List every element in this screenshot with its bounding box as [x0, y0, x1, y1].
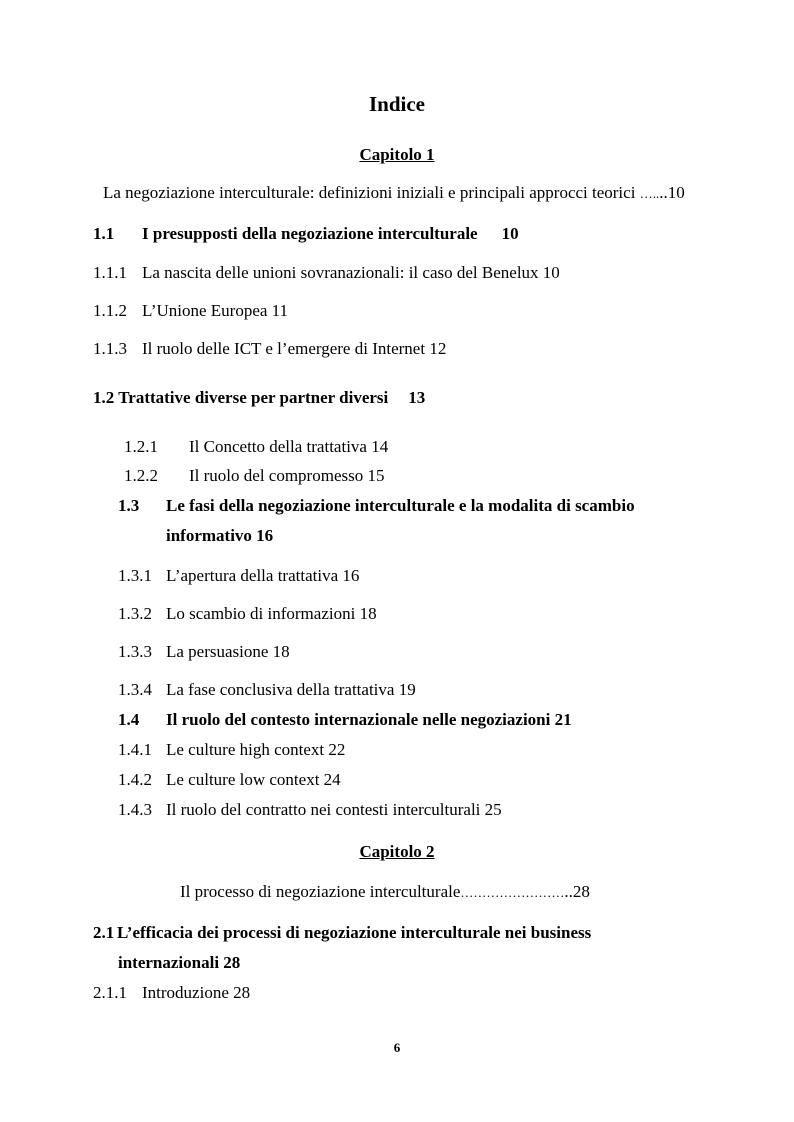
toc-entry-text: L’Unione Europea 11: [142, 301, 289, 320]
toc-entry-2-1-continuation: [118, 953, 240, 973]
toc-entry-1-4-2: [118, 770, 341, 790]
toc-entry-text: Le culture high context 22: [166, 740, 346, 759]
toc-entry-text: L’efficacia dei processi di negoziazione interculturale nei business: [117, 923, 592, 942]
chapter-1-heading: Capitolo 1: [359, 145, 435, 164]
toc-entry-1-4-3: [118, 800, 502, 820]
chapter-2-subtitle: [180, 882, 590, 902]
chapter-1-subtitle-page: ..10: [659, 183, 685, 202]
toc-entry-text: Il ruolo delle ICT e l’emergere di Internet 12: [142, 339, 447, 358]
toc-entry-number: 1.2.1: [124, 437, 158, 456]
toc-entry-1-2-1: [124, 437, 388, 457]
toc-entry-1-3-4: [118, 680, 416, 700]
toc-entry-text: La nascita delle unioni sovranazionali: il caso del Benelux 10: [142, 263, 560, 282]
toc-entry-1-4-1: [118, 740, 345, 760]
toc-entry-text: Il ruolo del contesto internazionale nelle negoziazioni 21: [166, 710, 572, 729]
chapter-2-subtitle-dots: ……………………: [460, 885, 565, 900]
chapter-1-subtitle-dots: …..: [639, 186, 660, 201]
toc-entry-number: 1.1.1: [93, 263, 127, 282]
toc-entry-number: 1.3: [118, 496, 140, 515]
chapter-2-subtitle-page: ..28: [564, 882, 590, 901]
toc-entry-number: 1.3.4: [118, 680, 152, 699]
toc-entry-number: 1.1: [93, 224, 115, 243]
toc-entry-1-3: [118, 496, 635, 516]
chapter-2-heading: Capitolo 2: [359, 842, 435, 861]
toc-entry-number: 1.3.3: [118, 642, 152, 661]
toc-entry-number: 1.4.2: [118, 770, 152, 789]
toc-entry-number: 2.1.1: [93, 983, 127, 1002]
toc-entry-text: internazionali 28: [118, 953, 241, 972]
toc-entry-number: 1.3.1: [118, 566, 152, 585]
toc-entry-1-3-1: [118, 566, 359, 586]
toc-entry-1-2: [93, 388, 425, 408]
toc-entry-number: 1.1.3: [93, 339, 127, 358]
toc-entry-1-1-1: [93, 263, 560, 283]
toc-entry-text: La fase conclusiva della trattativa 19: [166, 680, 416, 699]
page-title: Indice: [368, 92, 425, 116]
toc-entry-text: Il ruolo del contratto nei contesti interculturali 25: [166, 800, 502, 819]
page-number: 6: [393, 1040, 401, 1055]
toc-entry-number: 1.4.3: [118, 800, 152, 819]
toc-entry-1-1: [93, 224, 519, 244]
toc-entry-2-1: [93, 923, 591, 943]
toc-entry-1-1-2: [93, 301, 288, 321]
toc-entry-text: La persuasione 18: [166, 642, 290, 661]
toc-entry-2-1-1: [93, 983, 250, 1003]
toc-entry-1-3-2: [118, 604, 377, 624]
toc-entry-1-1-3: [93, 339, 446, 359]
chapter-2-subtitle-text: Il processo di negoziazione interculturale: [180, 882, 461, 901]
toc-entry-text: 1.2 Trattative diverse per partner diversi: [93, 388, 389, 407]
chapter-1-subtitle-text: La negoziazione interculturale: definizioni iniziali e principali approcci teorici: [103, 183, 636, 202]
toc-entry-text: Le fasi della negoziazione interculturale e la modalita di scambio: [166, 496, 635, 515]
toc-entry-text: Il Concetto della trattativa 14: [189, 437, 389, 456]
toc-entry-number: 1.2.2: [124, 466, 158, 485]
toc-entry-text: L’apertura della trattativa 16: [166, 566, 360, 585]
toc-entry-1-3-continuation: [166, 526, 273, 546]
toc-entry-number: 1.4: [118, 710, 140, 729]
toc-entry-1-4: [118, 710, 572, 730]
toc-entry-text: Il ruolo del compromesso 15: [189, 466, 385, 485]
toc-entry-text: Introduzione 28: [142, 983, 251, 1002]
toc-entry-text: informativo 16: [166, 526, 274, 545]
toc-entry-page: 13: [408, 388, 426, 407]
toc-entry-1-2-2: [124, 466, 384, 486]
toc-entry-number: 1.4.1: [118, 740, 152, 759]
toc-entry-number: 1.3.2: [118, 604, 152, 623]
toc-entry-number: 2.1: [93, 923, 115, 942]
toc-entry-page: 10: [501, 224, 519, 243]
toc-entry-number: 1.1.2: [93, 301, 127, 320]
chapter-1-subtitle: [103, 183, 685, 203]
toc-entry-text: Le culture low context 24: [166, 770, 341, 789]
toc-entry-text: I presupposti della negoziazione interculturale: [142, 224, 478, 243]
toc-entry-text: Lo scambio di informazioni 18: [166, 604, 377, 623]
toc-entry-1-3-3: [118, 642, 290, 662]
